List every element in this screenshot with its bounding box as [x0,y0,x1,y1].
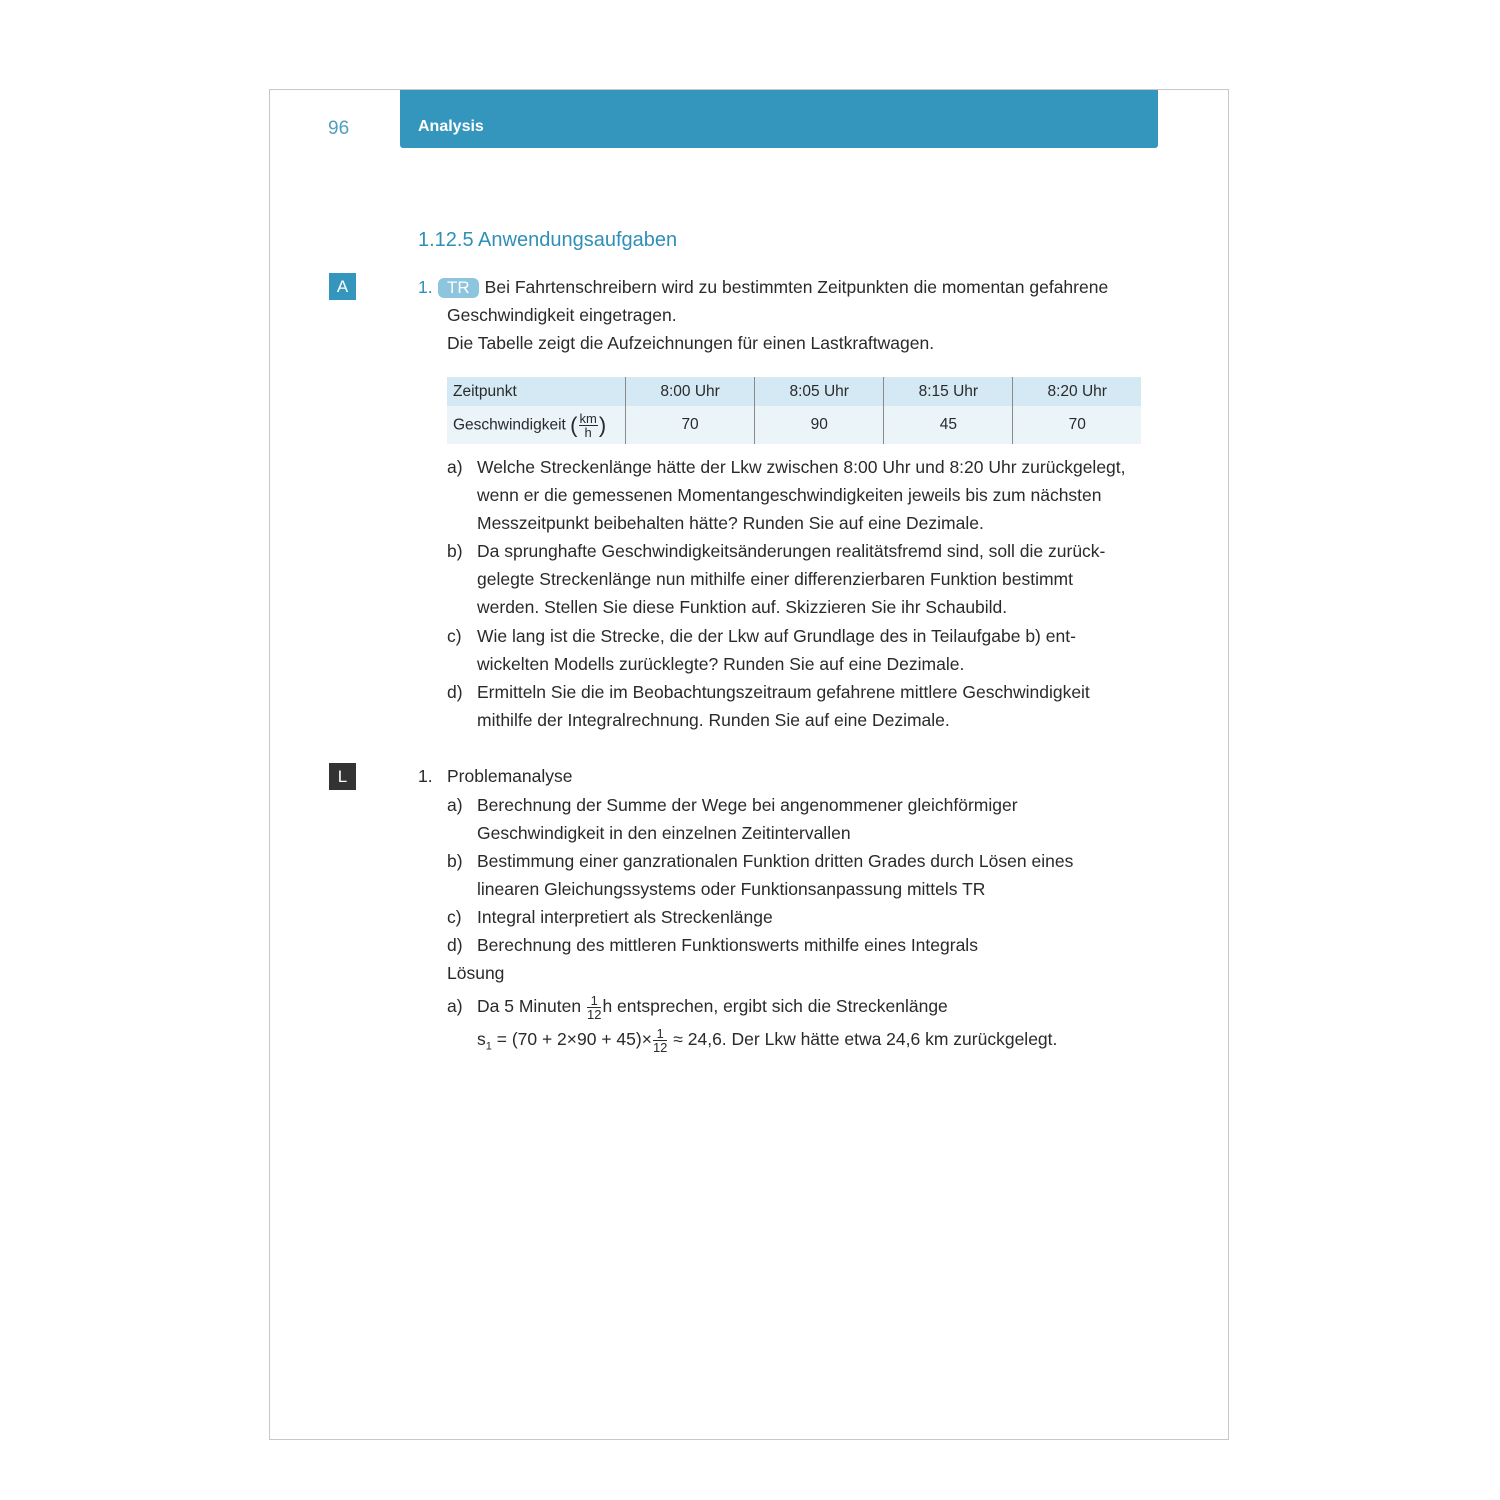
fraction-numerator: 1 [653,1027,667,1041]
formula-symbol: s [477,1029,486,1049]
table-cell: 8:05 Uhr [755,377,884,406]
task-part-line: Welche Streckenlänge hätte der Lkw zwischen 8:00 Uhr und 8:20 Uhr zurückgelegt, [477,457,1126,477]
table-cell: 8:15 Uhr [884,377,1013,406]
formula-result: ≈ 24,6. Der Lkw hätte etwa 24,6 km zurückgelegt. [673,1029,1058,1049]
table-cell: 45 [884,406,1013,444]
solution-part-line: linearen Gleichungssystems oder Funktionsanpassung mittels TR [477,879,986,899]
table-cell: 8:00 Uhr [626,377,755,406]
fraction-denominator: 12 [586,1006,602,1022]
fraction-denominator: 12 [652,1039,668,1055]
chapter-header-bar [400,90,1158,148]
task-part-line: werden. Stellen Sie diese Funktion auf. Skizzieren Sie ihr Schaubild. [477,597,1008,617]
task-intro-line-3: Die Tabelle zeigt die Aufzeichnungen für einen Lastkraftwagen. [447,333,935,353]
speed-label: Geschwindigkeit [453,416,566,434]
loesung-a-formula [477,1024,1057,1062]
table-header-time: Zeitpunkt [447,377,626,406]
fraction-one-twelfth [587,994,601,1021]
task-part-line: gelegte Streckenlänge nun mithilfe einer differenzierbaren Funktion bestimmt [477,569,1073,589]
solution-part-label: a) [447,795,463,815]
task-intro-line-2: Geschwindigkeit eingetragen. [447,305,677,325]
task-part-line: mithilfe der Integralrechnung. Runden Sie auf eine Dezimale. [477,710,950,730]
solution-part-line: Berechnung des mittleren Funktionswerts mithilfe eines Integrals [477,935,978,955]
solution-part-line: Integral interpretiert als Streckenlänge [477,907,773,927]
page-number: 96 [328,118,350,139]
table-row-speed [447,406,1141,444]
solution-part-line: Bestimmung einer ganzrationalen Funktion dritten Grades durch Lösen eines [477,851,1074,871]
task-part-line: Wie lang ist die Strecke, die der Lkw auf Grundlage des in Teilaufgabe b) ent- [477,626,1076,646]
task-part-line: wickelten Modells zurücklegte? Runden Sie auf eine Dezimale. [477,654,965,674]
task-intro-line-1 [438,275,1108,299]
task-part-line: Ermitteln Sie die im Beobachtungszeitraum gefahrene mittlere Geschwindigkeit [477,682,1090,702]
section-title: 1.12.5 Anwendungsaufgaben [418,229,678,251]
loesung-heading: Lösung [447,963,505,983]
table-cell: 90 [755,406,884,444]
solution-part-line: Berechnung der Summe der Wege bei angenommener gleichförmiger [477,795,1018,815]
loesung-a-text-post: h entsprechen, ergibt sich die Streckenlänge [602,996,948,1016]
solution-number: 1. [418,766,433,786]
task-part-line: wenn er die gemessenen Momentangeschwindigkeiten jeweils bis zum nächsten [477,485,1102,505]
task-number: 1. [418,277,433,297]
task-part-label: a) [447,457,463,477]
solution-marker: L [329,763,356,790]
task-part-line: Da sprunghafte Geschwindigkeitsänderungen realitätsfremd sind, soll die zurück- [477,541,1106,561]
unit-denominator: h [584,424,592,440]
chapter-title: Analysis [418,118,484,135]
solution-part-label: d) [447,935,463,955]
table-cell: 70 [626,406,755,444]
solution-heading: Problemanalyse [447,766,573,786]
table-header-speed: Geschwindigkeit ( $\frac{km}{h}$ ) [447,406,626,444]
solution-part-label: c) [447,907,462,927]
task-intro-text-1: Bei Fahrtenschreibern wird zu bestimmten Zeitpunkten die momentan gefahrene [484,277,1109,297]
solution-part-label: b) [447,851,463,871]
formula-expression: = (70 + 2×90 + 45)× [491,1029,652,1049]
fraction-one-twelfth-2 [653,1027,667,1054]
unit-fraction [579,412,598,439]
table-cell: 8:20 Uhr [1013,377,1141,406]
loesung-a-line-1 [477,991,948,1021]
unit-numerator: km [579,410,597,426]
solution-part-line: Geschwindigkeit in den einzelnen Zeitintervallen [477,823,851,843]
task-part-label: b) [447,541,463,561]
loesung-part-label: a) [447,996,463,1016]
tachograph-table [447,377,1141,444]
table-cell: 70 [1013,406,1141,444]
task-part-label: d) [447,682,463,702]
fraction-numerator: 1 [587,994,601,1008]
table-row-time [447,377,1141,406]
loesung-a-text-pre: Da 5 Minuten [477,996,582,1016]
formula-subscript: 1 [485,1040,492,1053]
task-part-label: c) [447,626,462,646]
calculator-badge: TR [438,278,479,298]
task-part-line: Messzeitpunkt beibehalten hätte? Runden Sie auf eine Dezimale. [477,513,984,533]
task-marker: A [329,273,356,300]
